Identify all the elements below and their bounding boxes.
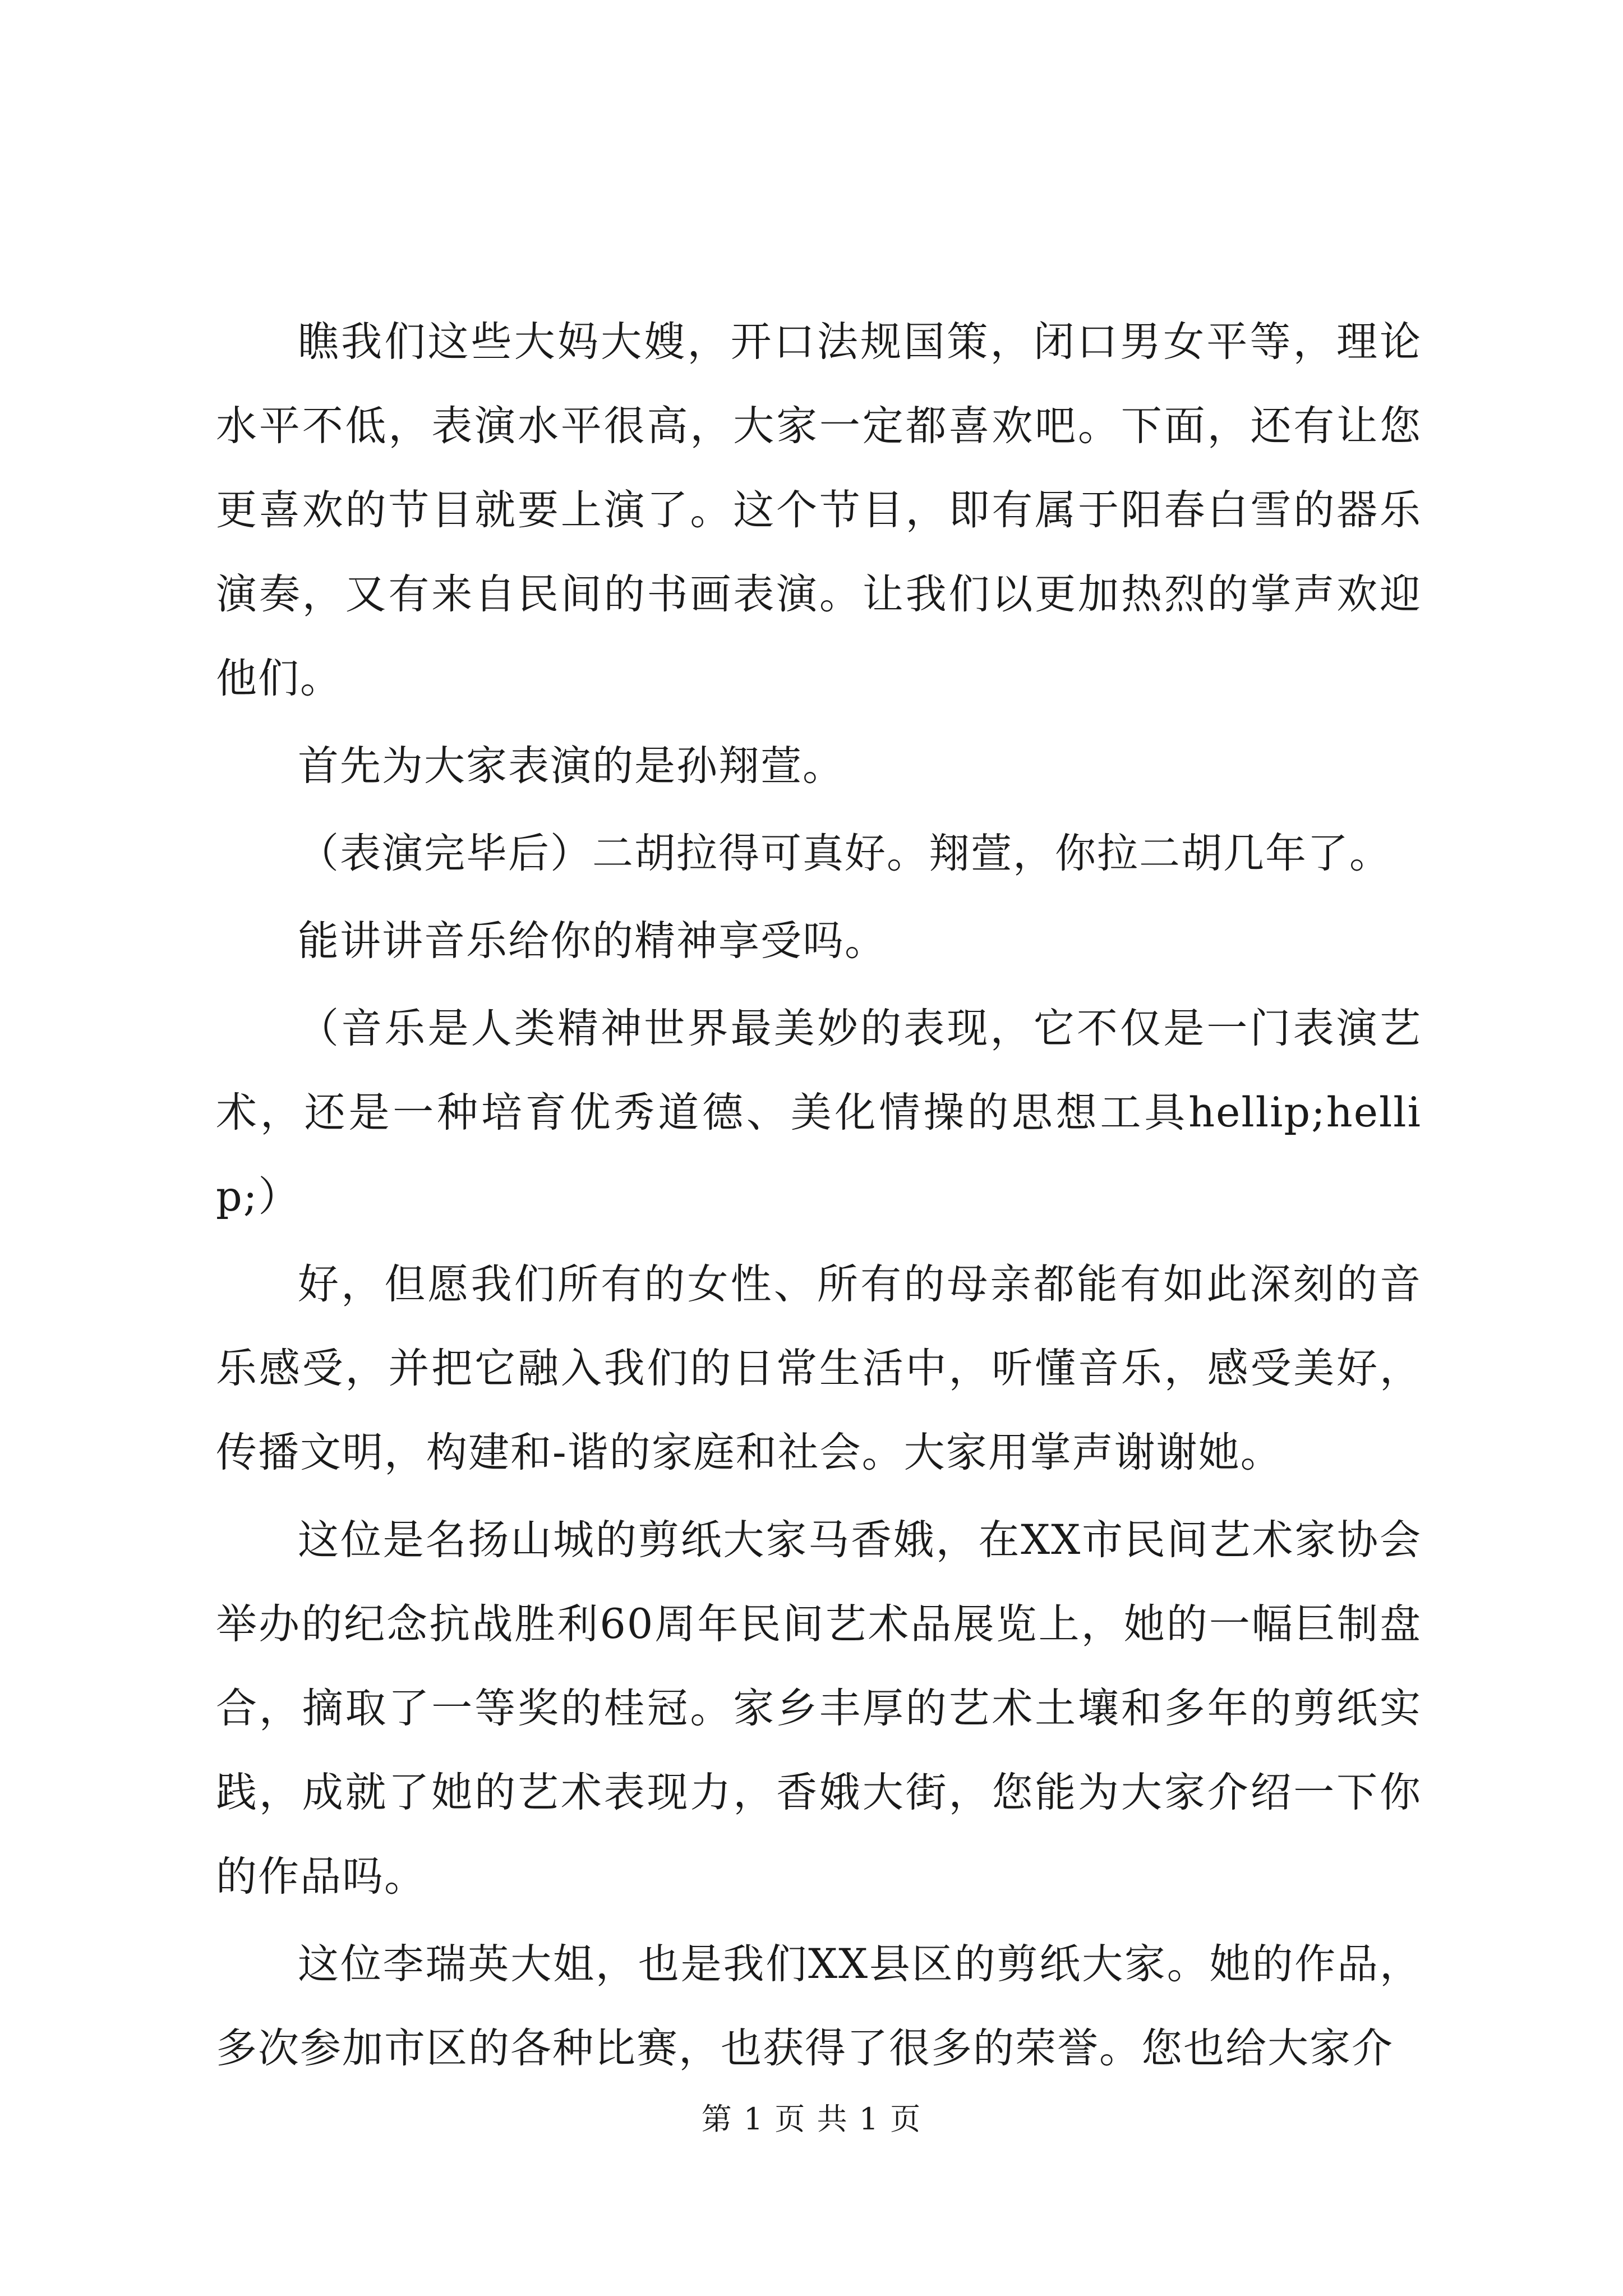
page-footer: 第 1 页 共 1 页 [701, 2101, 922, 2137]
paragraph-first-performer: 首先为大家表演的是孙翔萱。 [298, 742, 845, 790]
paragraph-paper-cutting-li: 这位李瑞英大姐，也是我们XX县区的剪纸大家。她的作品，多次参加市区的各种比赛，也获得了很多的荣誉。您也给大家介 [216, 1940, 1422, 2072]
document-body [216, 300, 1422, 2094]
paragraph-music-question: 能讲讲音乐给你的精神享受吗。 [298, 917, 887, 965]
paragraph-paper-cutting-ma: 这位是名扬山城的剪纸大家马香娥，在XX市民间艺术家协会举办的纪念抗战胜利60周年民间艺术品展览上，她的一幅巨制盘合，摘取了一等奖的桂冠。家乡丰厚的艺术土壤和多年的剪纸实践，成就了她的艺术表现力，香娥大街，您能为大家介绍一下你的作品吗。 [216, 1516, 1422, 1901]
paragraph-music-closing: 好，但愿我们所有的女性、所有的母亲都能有如此深刻的音乐感受，并把它融入我们的日常生活中，听懂音乐，感受美好，传播文明，构建和-谐的家庭和社会。大家用掌声谢谢她。 [216, 1260, 1422, 1476]
paragraph-intro: 瞧我们这些大妈大嫂，开口法规国策，闭口男女平等，理论水平不低，表演水平很高，大家一定都喜欢吧。下面，还有让您更喜欢的节目就要上演了。这个节目，即有属于阳春白雪的器乐演奏，又有来自民间的书画表演。让我们以更加热烈的掌声欢迎他们。 [216, 318, 1422, 702]
paragraph-music-answer: （音乐是人类精神世界最美妙的表现，它不仅是一门表演艺术，还是一种培育优秀道德、美化情操的思想工具hellip;hellip;） [216, 1005, 1422, 1221]
paragraph-erhu-question: （表演完毕后）二胡拉得可真好。翔萱，你拉二胡几年了。 [298, 830, 1391, 877]
